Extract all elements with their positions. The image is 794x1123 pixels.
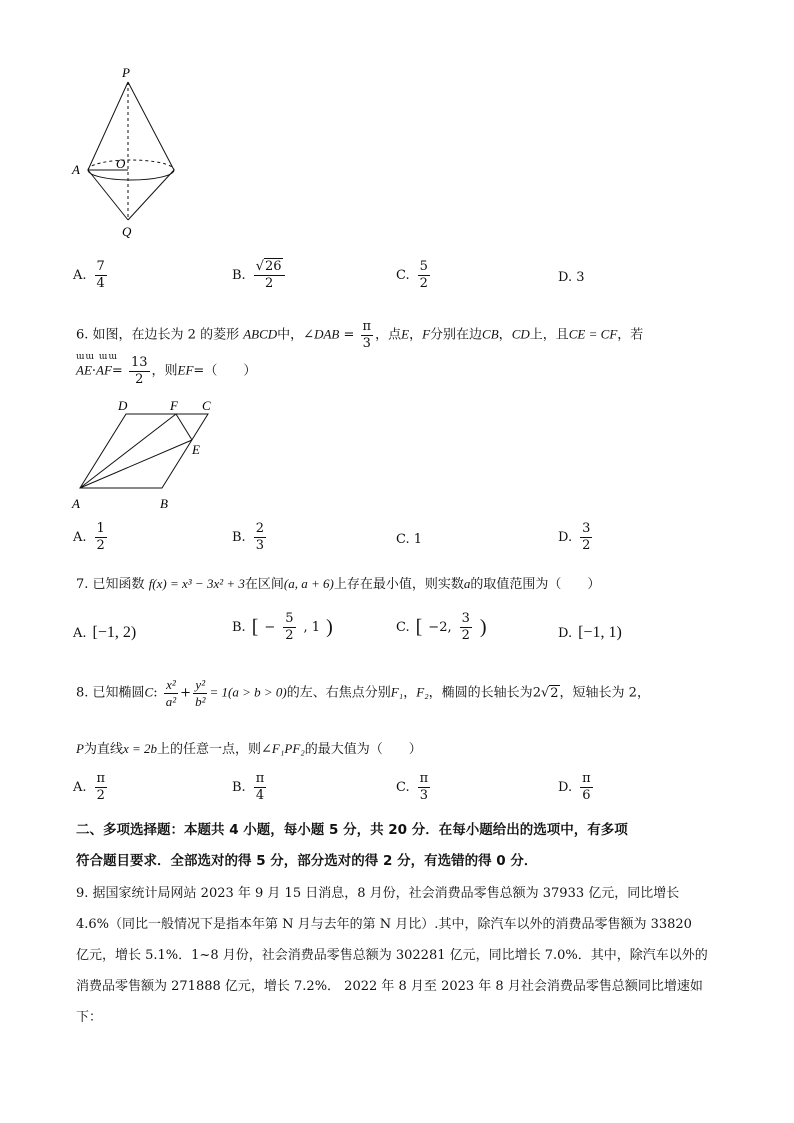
q5-a-fraction: $\frac{7}{4}$: [96, 259, 105, 291]
q6-stem-line1: 6. 如图，在边长为 2 的菱形 ABCD中，∠DAB = $\frac{\pi}{3}$ ，点E，F分别在边CB，CD上，且CE = CF，若: [76, 319, 644, 351]
pi-over-3: $\frac{\pi}{3}$: [362, 319, 372, 351]
q6-option-b[interactable]: B. $\frac{2}{3}$: [232, 521, 264, 553]
ellipse-front: [88, 170, 174, 180]
q6-b-fraction: $\frac{2}{3}$: [255, 521, 264, 553]
segment-ef: [176, 414, 192, 440]
q8-option-d[interactable]: D. $\frac{\pi}{6}$: [558, 771, 591, 803]
label-c: C: [202, 398, 211, 413]
edge-qb: [128, 170, 174, 220]
q8-d-fraction: $\frac{\pi}{6}$: [582, 771, 591, 803]
rhombus-abcd: [80, 414, 208, 488]
y2-over-b2: $\frac{\text{y²}}{\text{b²}}$: [195, 677, 206, 709]
label-o: O: [116, 156, 126, 171]
q6-a-fraction: $\frac{1}{2}$: [96, 521, 105, 553]
label-a: A: [72, 162, 80, 177]
q7-option-b[interactable]: B. [ − $\frac{5}{2}$ , 1 ): [232, 611, 333, 643]
section2-heading-line2: 符合题目要求．全部选对的得 5 分，部分选对的得 2 分，有选错的得 0 分．: [76, 853, 538, 869]
q8-option-a[interactable]: A. $\frac{\pi}{2}$: [73, 771, 106, 803]
label-d: D: [118, 398, 128, 413]
q5-option-b[interactable]: B. $\frac{√26}{2}$: [232, 260, 287, 290]
q8-option-b[interactable]: B. $\frac{\pi}{4}$: [232, 771, 265, 803]
edge-pb: [128, 82, 174, 170]
q8-option-c[interactable]: C. $\frac{\pi}{3}$: [396, 771, 429, 803]
q6-option-d[interactable]: D. $\frac{3}{2}$: [558, 521, 591, 553]
q6-d-fraction: $\frac{3}{2}$: [582, 521, 591, 553]
q6-stem-line2: AE·AF= $\frac{13}{2}$ ，则EF=（ ）: [76, 355, 257, 387]
q5-option-a[interactable]: A. $\frac{7}{4}$: [73, 259, 105, 291]
q7-option-d[interactable]: D. [−1, 1): [558, 624, 622, 641]
label-e: E: [192, 442, 200, 457]
q8-stem-line2: P为直线x = 2b上的任意一点，则∠F₁PF₂的最大值为（ ）: [76, 741, 422, 757]
q8-b-fraction: $\frac{\pi}{4}$: [255, 771, 265, 803]
q8-a-fraction: $\frac{\pi}{2}$: [96, 771, 106, 803]
q8-c-fraction: $\frac{\pi}{3}$: [419, 771, 429, 803]
x2-over-a2: $\frac{\text{x²}}{\text{a²}}$: [165, 677, 177, 709]
q5-option-c[interactable]: C. $\frac{5}{2}$: [396, 259, 428, 291]
ellipse-back: [88, 160, 174, 170]
thirteen-over-2: $\frac{13}{2}$: [130, 355, 148, 387]
q7-stem: 7. 已知函数 f(x) = x³ − 3x² + 3在区间(a, a + 6)上存在最小值，则实数a的取值范围为（ ）: [76, 576, 601, 592]
double-cone-figure: [70, 62, 190, 242]
q8-stem-line1: 8. 已知椭圆C: $\frac{\text{x²}}{\text{a²}}$ + $\frac{\text{y²}}{\text{b²}}$ = 1(a > b > 0)的左、右焦点分别F₁，F₂，椭圆的长轴长为2√2，短轴长为 2，: [76, 677, 650, 709]
q5-b-fraction: $\frac{√26}{2}$: [254, 260, 285, 290]
q6-option-a[interactable]: A. $\frac{1}{2}$: [73, 521, 105, 553]
section2-heading-line1: 二、多项选择题：本题共 4 小题，每小题 5 分，共 20 分．在每小题给出的选项中，有多项: [76, 822, 628, 838]
q9-line5: 下：: [76, 1010, 103, 1025]
rhombus-figure: [70, 396, 230, 516]
q7-b-fraction: $\frac{5}{2}$: [285, 611, 294, 643]
q9-line1: 9. 据国家统计局网站 2023 年 9 月 15 日消息，8 月份，社会消费品零售总额为 37933 亿元，同比增长: [76, 886, 680, 901]
q9-line3: 亿元，增长 5.1%．1~8 月份，社会消费品零售总额为 302281 亿元，同比增长 7.0%．其中，除汽车以外的: [76, 948, 708, 963]
segment-af: [80, 414, 176, 488]
label-q: Q: [122, 224, 132, 239]
q7-option-a[interactable]: A. [−1, 2): [73, 624, 137, 641]
label-b: B: [160, 496, 168, 511]
q9-line4: 消费品零售额为 271888 亿元，增长 7.2%． 2022 年 8 月至 2023 年 8 月社会消费品零售总额同比增速如: [76, 979, 703, 994]
q9-line2: 4.6%（同比一般情况下是指本年第 N 月与去年的第 N 月比）.其中，除汽车以外的消费品零售额为 33820: [76, 917, 692, 932]
segment-ae: [80, 440, 192, 488]
label-f: F: [170, 398, 178, 413]
q7-c-fraction: $\frac{3}{2}$: [461, 611, 470, 643]
q7-option-c[interactable]: C. [ −2, $\frac{3}{2}$ ): [396, 611, 487, 643]
vector-arrows: ɯɯ ɯɯ: [76, 352, 118, 362]
label-a6: A: [72, 496, 80, 511]
q6-option-c[interactable]: C. 1: [396, 532, 423, 547]
edge-qa: [88, 170, 128, 220]
q5-c-fraction: $\frac{5}{2}$: [419, 259, 428, 291]
q5-option-d[interactable]: D. 3: [558, 270, 585, 285]
label-p: P: [122, 65, 130, 80]
